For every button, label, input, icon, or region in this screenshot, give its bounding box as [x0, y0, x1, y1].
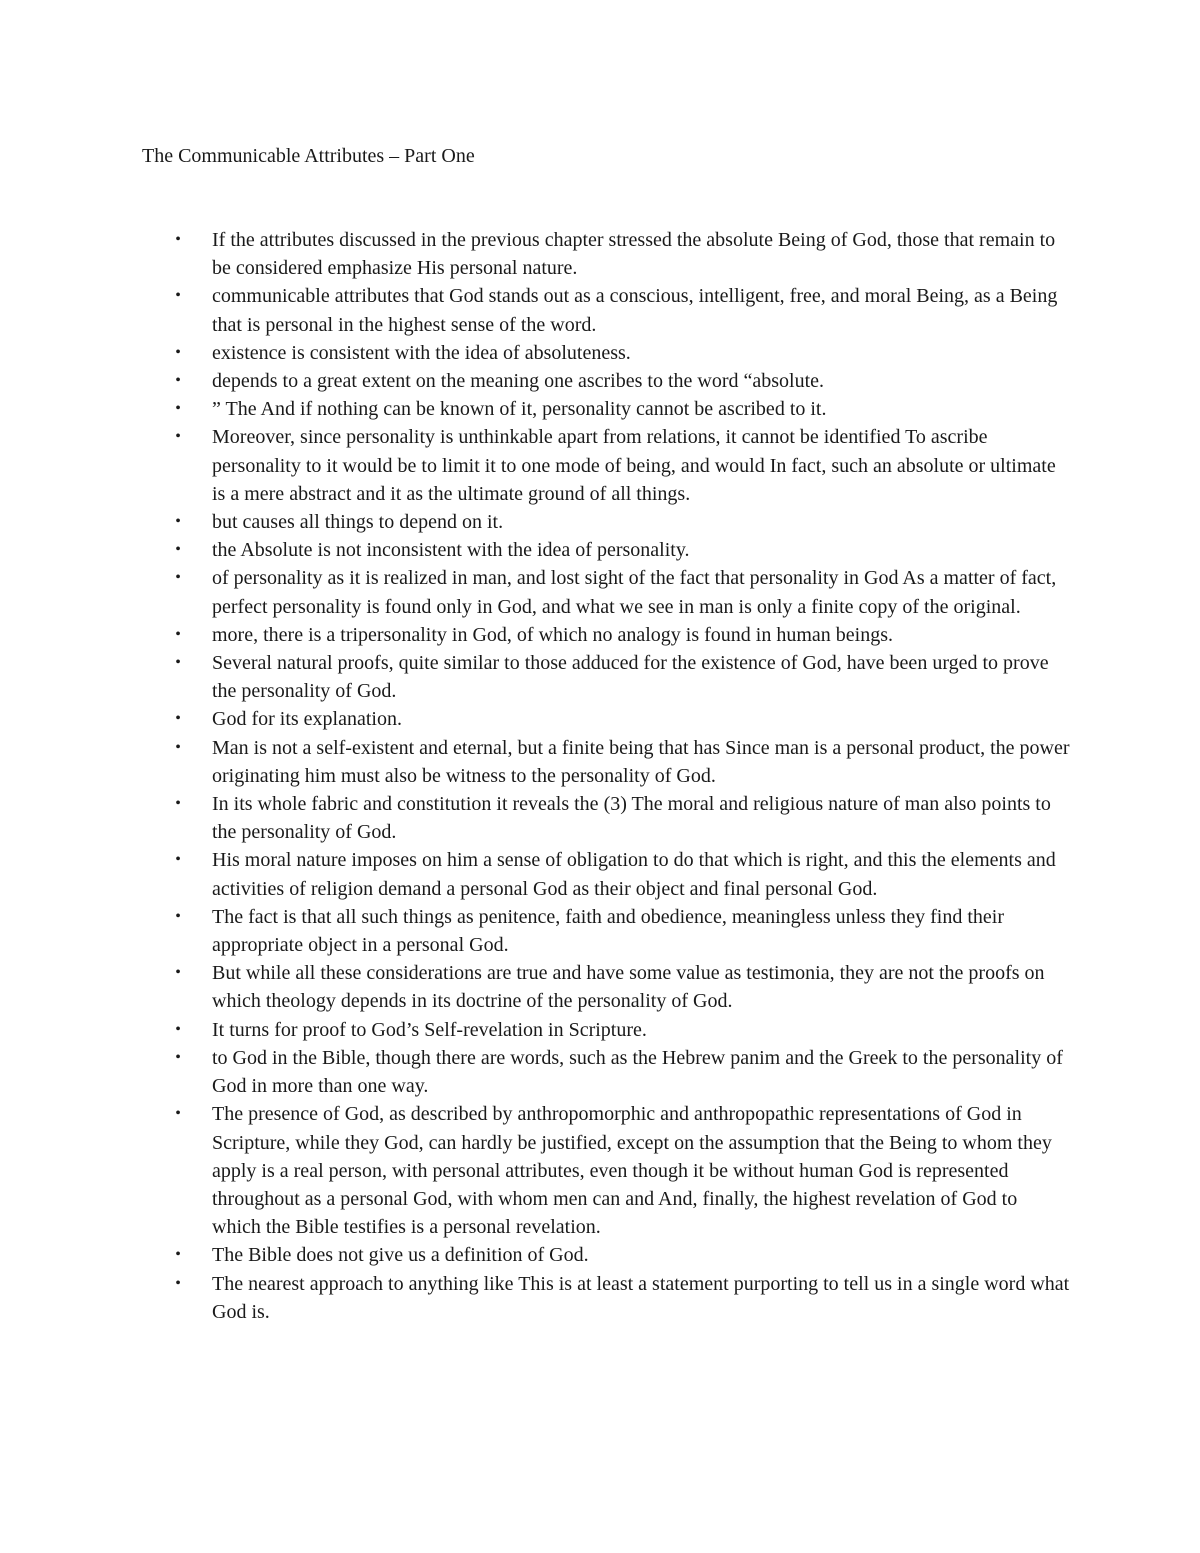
list-item-text: ” The And if nothing can be known of it, personality cannot be ascribed to it.: [212, 398, 827, 421]
list-item-text: The Bible does not give us a definition of God.: [212, 1244, 589, 1267]
bullet-icon: •: [175, 738, 181, 756]
bullet-icon: •: [175, 964, 181, 982]
list-item-text: Moreover, since personality is unthinkable apart from relations, it cannot be identified To ascribe personality to it would be to limit it to one mode of being, and would In fact, such an absolute or ultimate is a mere abstract and it as the ultimate ground of all things.: [212, 426, 1056, 505]
bullet-icon: •: [175, 343, 181, 361]
list-item: [170, 395, 1070, 423]
list-item-text: It turns for proof to God’s Self-revelation in Scripture.: [212, 1018, 647, 1041]
list-item: [170, 1241, 1070, 1269]
list-item: [170, 339, 1070, 367]
bullet-icon: •: [175, 1246, 181, 1264]
bullet-icon: •: [175, 710, 181, 728]
list-item-text: His moral nature imposes on him a sense of obligation to do that which is right, and this the elements and activities of religion demand a personal God as their object and final personal God.: [212, 849, 1056, 900]
list-item-text: communicable attributes that God stands out as a conscious, intelligent, free, and moral Being, as a Being that is personal in the highest sense of the word.: [212, 285, 1058, 336]
bullet-icon: •: [175, 795, 181, 813]
list-item: [170, 649, 1070, 705]
list-item: [170, 959, 1070, 1015]
bullet-icon: •: [175, 541, 181, 559]
list-item-text: existence is consistent with the idea of absoluteness.: [212, 341, 631, 364]
bullet-icon: •: [175, 851, 181, 869]
list-item-text: The nearest approach to anything like This is at least a statement purporting to tell us in a single word what God is.: [212, 1272, 1070, 1323]
list-item-text: but causes all things to depend on it.: [212, 511, 504, 534]
list-item: [170, 367, 1070, 395]
list-item: [170, 423, 1070, 508]
list-item: [170, 1270, 1070, 1326]
list-item-text: The presence of God, as described by anthropomorphic and anthropopathic representations of God in Scripture, while they God, can hardly be justified, except on the assumption that the Being to whom they apply is a real person, with personal attributes, even though it be without human God is represented throughout as a personal God, with whom men can and And, finally, the highest revelation of God to which the Bible testifies is a personal revelation.: [212, 1103, 1052, 1239]
list-item-text: more, there is a tripersonality in God, of which no analogy is found in human beings.: [212, 623, 893, 646]
bullet-icon: •: [175, 654, 181, 672]
list-item-text: the Absolute is not inconsistent with the idea of personality.: [212, 539, 690, 562]
list-item: [170, 564, 1070, 620]
list-item-text: Man is not a self-existent and eternal, but a finite being that has Since man is a personal product, the power originating him must also be witness to the personality of God.: [212, 736, 1070, 787]
list-item-text: God for its explanation.: [212, 708, 402, 731]
list-item-text: If the attributes discussed in the previous chapter stressed the absolute Being of God, those that remain to be considered emphasize His personal nature.: [212, 229, 1056, 280]
list-item-text: The fact is that all such things as penitence, faith and obedience, meaningless unless they find their appropriate object in a personal God.: [212, 905, 1004, 957]
list-item: [170, 226, 1070, 282]
list-item-text: But while all these considerations are true and have some value as testimonia, they are not the proofs on which theology depends in its doctrine of the personality of God.: [212, 962, 1045, 1013]
bullet-list: [170, 226, 1070, 1326]
bullet-icon: •: [175, 513, 181, 531]
bullet-icon: •: [175, 287, 181, 305]
list-item: [170, 508, 1070, 536]
list-item-text: to God in the Bible, though there are words, such as the Hebrew panim and the Greek to the personality of God in more than one way.: [212, 1046, 1063, 1098]
bullet-icon: •: [175, 1105, 181, 1123]
list-item: [170, 903, 1070, 959]
bullet-icon: •: [175, 569, 181, 587]
bullet-icon: •: [175, 428, 181, 446]
bullet-icon: •: [175, 625, 181, 643]
list-item: [170, 1044, 1070, 1100]
list-item: [170, 621, 1070, 649]
list-item: [170, 705, 1070, 733]
list-item: [170, 282, 1070, 338]
list-item: [170, 1016, 1070, 1044]
bullet-icon: •: [175, 400, 181, 418]
list-item: [170, 1100, 1070, 1241]
bullet-icon: •: [175, 231, 181, 248]
list-item: [170, 846, 1070, 902]
bullet-icon: •: [175, 1048, 181, 1066]
list-item: [170, 790, 1070, 846]
bullet-icon: •: [175, 372, 181, 390]
list-item-text: Several natural proofs, quite similar to those adduced for the existence of God, have been urged to prove the personality of God.: [212, 652, 1049, 703]
list-item-text: depends to a great extent on the meaning one ascribes to the word “absolute.: [212, 370, 825, 393]
list-item: [170, 734, 1070, 790]
list-item-text: of personality as it is realized in man, and lost sight of the fact that personality in God As a matter of fact, perfect personality is found only in God, and what we see in man is only a finite copy of the original.: [212, 567, 1057, 618]
bullet-icon: •: [175, 1020, 181, 1038]
bullet-icon: •: [175, 907, 181, 925]
bullet-icon: •: [175, 1274, 181, 1292]
list-item-text: In its whole fabric and constitution it reveals the (3) The moral and religious nature of man also points to the personality of God.: [212, 793, 1051, 844]
list-item: [170, 536, 1070, 564]
document-title: The Communicable Attributes – Part One: [142, 145, 475, 167]
